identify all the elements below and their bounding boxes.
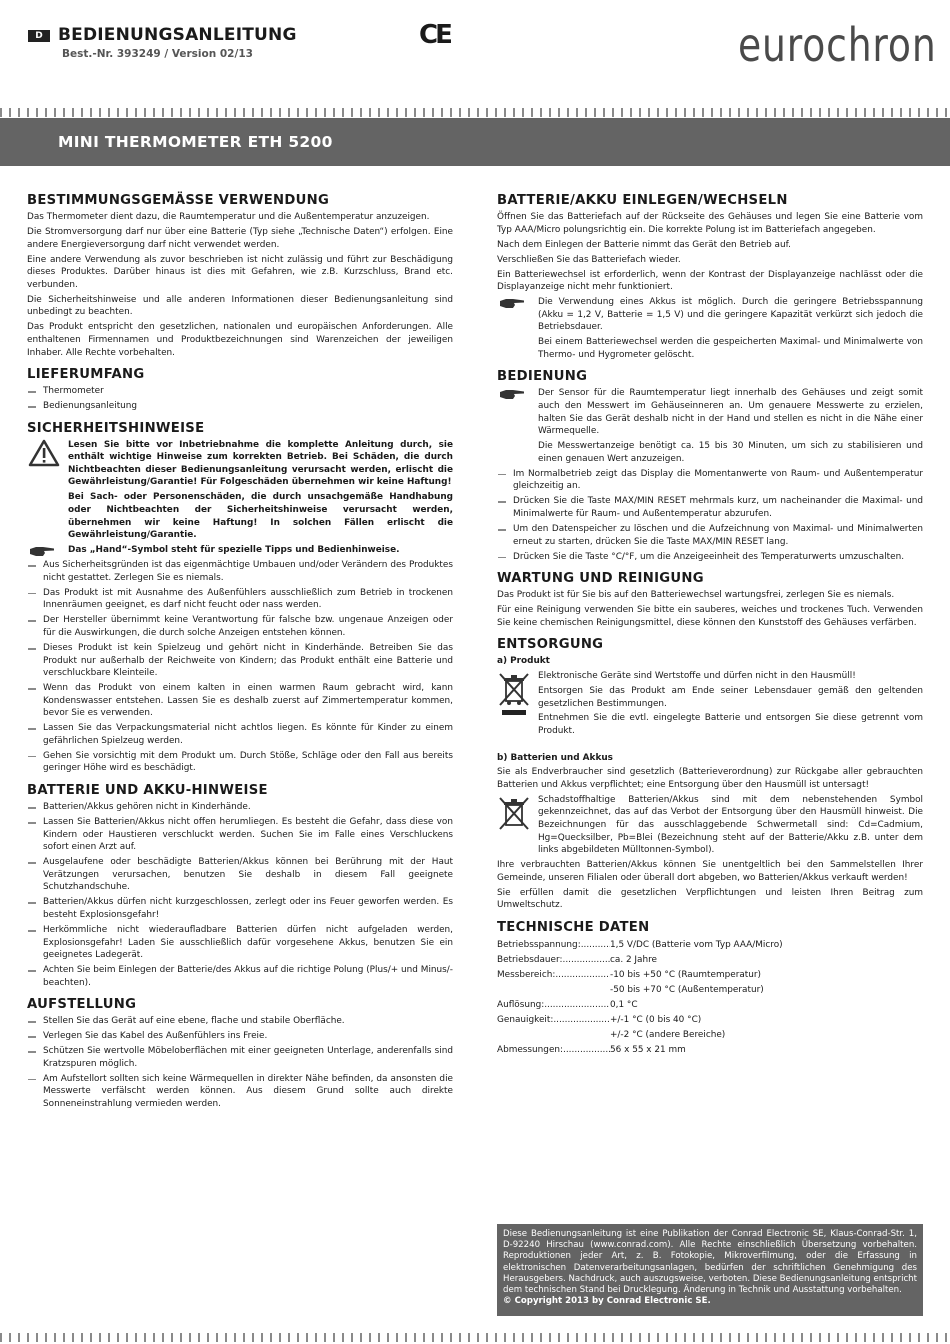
battery-list: [27, 801, 453, 989]
list-item: Thermometer: [27, 385, 453, 398]
imprint-box: [497, 1224, 923, 1316]
paragraph: Öffnen Sie das Batteriefach auf der Rückseite des Gehäuses und legen Sie eine Batterie vom Typ AAA/Micro polungsrichtig ein. Die korrekte Polung ist im Batteriefach angegeben.: [497, 212, 923, 235]
imprint-text: Diese Bedienungsanleitung ist eine Publikation der Conrad Electronic SE, Klaus-Conrad-Str. 1, D-92240 Hirschau (www.conrad.com). Alle Rechte einschließlich Übersetzung vorbehalten. Reproduktionen jeder Art, z. B. Fotokopie, Mikroverfilmung, oder die Erfassung in elektronischen Datenverarbeitungsanlagen, bedürfen der schriftlichen Genehmigung des Herausgebers. Nachdruck, auch auszugsweise, verboten. Diese Bedienungsanleitung entspricht dem technischen Stand bei Drucklegung. Änderung in Technik und Ausstattung vorbehalten.: [503, 1229, 917, 1296]
paragraph: Sie als Endverbraucher sind gesetzlich (Batterieverordnung) zur Rückgabe aller gebrauchten Batterien und Akkus verpflichtet; eine Entsorgung über den Hausmüll ist untersagt!: [497, 767, 923, 790]
section-title: WARTUNG UND REINIGUNG: [497, 571, 704, 587]
list-item: Lassen Sie das Verpackungsmaterial nicht achtlos liegen. Es könnte für Kinder zu einem gefährlichen Spielzeug werden.: [27, 722, 453, 747]
paragraph: Verschließen Sie das Batteriefach wieder.: [497, 254, 681, 265]
tech-row: [497, 983, 923, 998]
warning-triangle-icon: [28, 439, 60, 472]
list-item: Der Hersteller übernimmt keine Verantwortung für falsche bzw. ungenaue Anzeigen oder für die Auswirkungen, die durch solche Anzeigen entstehen können.: [27, 614, 453, 639]
list-item: Lassen Sie Batterien/Akkus nicht offen herumliegen. Es besteht die Gefahr, dass diese von Kindern oder Haustieren verschluckt werden. Suchen Sie im Falle eines Verschluckens sofort einen Arzt auf.: [27, 816, 453, 854]
hand-note: [27, 544, 453, 557]
list-item: Ausgelaufene oder beschädigte Batterien/Akkus können bei Berührung mit der Haut Verätzungen verursachen, benutzen Sie deshalb in diesem Fall geeignete Schutzhandschuhe.: [27, 856, 453, 894]
list-item: Bedienungsanleitung: [27, 400, 453, 413]
section-maintenance: [497, 571, 923, 629]
section-title: SICHERHEITSHINWEISE: [27, 420, 205, 436]
section-safety: [27, 421, 453, 775]
pointing-hand-icon: [498, 387, 526, 406]
section-battery-insert: [497, 193, 923, 361]
pointing-hand-icon: [498, 296, 526, 315]
section-title: BATTERIE/AKKU EINLEGEN/WECHSELN: [497, 193, 788, 208]
warning-note: [27, 439, 453, 542]
list-item: Dieses Produkt ist kein Spielzeug und gehört nicht in Kinderhände. Betreiben Sie das Produkt nur außerhalb der Reichweite von Kindern; das Produkt enthält eine Batterie und verschluckbare Kleinteile.: [27, 642, 453, 680]
tech-row: [497, 1043, 923, 1058]
order-number: Best.-Nr. 393249 / Version 02/13: [62, 48, 253, 60]
note-text: Der Sensor für die Raumtemperatur liegt innerhalb des Gehäuses und zeigt somit auch den Messwert im Gehäuseinneren an. Um genauere Messwerte zu erzielen, halten Sie das Gerät deshalb nicht in der Hand und stellen es nicht in die Nähe einer Wärmequelle.: [538, 388, 923, 437]
weee-note: [497, 670, 923, 738]
paragraph: Nach dem Einlegen der Batterie nimmt das Gerät den Betrieb auf.: [497, 239, 791, 250]
tech-key: Betriebsdauer: .....: [497, 953, 610, 968]
tech-value: +/-2 °C (andere Bereiche): [610, 1029, 726, 1040]
list-item: Um den Datenspeicher zu löschen und die Aufzeichnung von Maximal- und Minimalwerten erneut zu starten, drücken Sie die Taste MAX/MIN RESET lang.: [497, 523, 923, 548]
tech-row: [497, 998, 923, 1013]
list-item: Batterien/Akkus dürfen nicht kurzgeschlossen, zerlegt oder ins Feuer geworfen werden. Es besteht Explosionsgefahr!: [27, 896, 453, 921]
tech-key: Betriebsspannung: .....: [497, 938, 610, 953]
tech-row: [497, 953, 923, 968]
section-title: TECHNISCHE DATEN: [497, 919, 650, 935]
warning-text: Lesen Sie bitte vor Inbetriebnahme die komplette Anleitung durch, sie enthält wichtige Hinweise zum korrekten Betrieb. Bei Schäden, die durch Nichtbeachten dieser Bedienungsanleitung verursacht werden, erlischt die Gewährleistung/Garantie! Für Folgeschäden übernehmen wir keine Haftung!: [68, 439, 453, 488]
operation-list: [497, 468, 923, 563]
list-item: Im Normalbetrieb zeigt das Display die Momentanwerte von Raum- und Außentemperatur gleichzeitig an.: [497, 468, 923, 493]
tech-row: [497, 1013, 923, 1028]
tech-value: -10 bis +50 °C (Raumtemperatur): [610, 969, 761, 980]
section-operation: [497, 369, 923, 563]
section-title: AUFSTELLUNG: [27, 997, 137, 1013]
section-title: BATTERIE UND AKKU-HINWEISE: [27, 783, 268, 799]
tech-key: Messbereich: .....: [497, 968, 610, 983]
subsection-title: b) Batterien und Akkus: [497, 752, 613, 763]
section-title: ENTSORGUNG: [497, 637, 604, 653]
paragraph: Für eine Reinigung verwenden Sie bitte ein sauberes, weiches und trockenes Tuch. Verwenden Sie keine chemischen Reinigungsmittel, diese können den Kunststoff des Gehäuses verfärben.: [497, 605, 923, 628]
list-item: Am Aufstellort sollten sich keine Wärmequellen in direkter Nähe befinden, da ansonsten die Messwerte verfälscht werden können. Aus diesem Grund sollte auch direkte Sonneneinstrahlung vermieden werden.: [27, 1073, 453, 1111]
paragraph: Eine andere Verwendung als zuvor beschrieben ist nicht zulässig und führt zur Beschädigung dieses Produktes. Darüber hinaus ist dies mit Gefahren, wie z.B. Kurzschluss, Brand etc. verbunden.: [27, 254, 453, 290]
tech-row: [497, 1028, 923, 1043]
bottom-tick-strip: [0, 1333, 950, 1342]
paragraph: Die Stromversorgung darf nur über eine Batterie (Typ siehe „Technische Daten“) erfolgen. Eine andere Energieversorgung darf nicht verwendet werden.: [27, 226, 453, 250]
tech-value: -50 bis +70 °C (Außentemperatur): [610, 984, 764, 995]
note-text: Entsorgen Sie das Produkt am Ende seiner Lebensdauer gemäß den geltenden gesetzlichen Bestimmungen.: [538, 685, 923, 709]
section-title: BEDIENUNG: [497, 369, 588, 385]
paragraph: Das Thermometer dient dazu, die Raumtemperatur und die Außentemperatur anzuzeigen.: [27, 212, 430, 222]
list-item: Das Produkt ist mit Ausnahme des Außenfühlers ausschließlich zum Betrieb in trockenen Innenräumen geeignet, es darf nicht feucht oder nass werden.: [27, 587, 453, 612]
tech-table: [497, 938, 923, 1058]
paragraph: Ein Batteriewechsel ist erforderlich, wenn der Kontrast der Displayanzeige nachlässt oder die Displayanzeige nicht mehr funktioniert.: [497, 269, 923, 293]
crossed-bin-icon: [498, 796, 530, 835]
document-title: BEDIENUNGSANLEITUNG: [58, 25, 297, 45]
tech-key: Auflösung: .....: [497, 998, 610, 1013]
list-item: Herkömmliche nicht wiederaufladbare Batterien dürfen nicht aufgeladen werden, Explosionsgefahr! Laden Sie ausschließlich dafür vorgesehene Akkus, benutzen Sie ein geeignetes Ladegerät.: [27, 924, 453, 962]
setup-list: [27, 1015, 453, 1110]
tech-row: [497, 938, 923, 953]
section-intended-use: [27, 193, 453, 359]
top-tick-strip: [0, 108, 950, 117]
note-text: Die Messwertanzeige benötigt ca. 15 bis 30 Minuten, um sich zu stabilisieren und einen genauen Wert anzuzeigen.: [538, 441, 923, 464]
language-badge: D: [28, 30, 50, 42]
paragraph: Die Sicherheitshinweise und alle anderen Informationen dieser Bedienungsanleitung sind unbedingt zu beachten.: [27, 294, 453, 318]
list-item: Verlegen Sie das Kabel des Außenfühlers ins Freie.: [27, 1030, 453, 1043]
tech-value: ca. 2 Jahre: [610, 954, 658, 965]
hand-note: [497, 387, 923, 465]
crossed-bin-icon: [498, 672, 530, 721]
section-battery-notes: [27, 783, 453, 989]
section-technical-data: [497, 920, 923, 1058]
list-item: Gehen Sie vorsichtig mit dem Produkt um. Durch Stöße, Schläge oder den Fall aus bereits geringer Höhe wird es beschädigt.: [27, 750, 453, 775]
warning-text: Bei Sach- oder Personenschäden, die durch unsachgemäße Handhabung oder Nichtbeachten der Sicherheitshinweise verursacht werden, übernehmen wir keine Haftung! In solchen Fällen erlischt die Gewährleistung/Garantie.: [68, 492, 453, 541]
list-item: Batterien/Akkus gehören nicht in Kinderhände.: [27, 801, 453, 814]
section-setup: [27, 997, 453, 1110]
note-text: Bei einem Batteriewechsel werden die gespeicherten Maximal- und Minimalwerte von Thermo- und Hygrometer gelöscht.: [538, 337, 923, 360]
list-item: Drücken Sie die Taste °C/°F, um die Anzeigeeinheit des Temperaturwerts umzuschalten.: [497, 551, 923, 564]
list-item: Stellen Sie das Gerät auf eine ebene, flache und stabile Oberfläche.: [27, 1015, 453, 1028]
tech-value: 56 x 55 x 21 mm: [610, 1044, 686, 1055]
paragraph: Das Produkt ist für Sie bis auf den Batteriewechsel wartungsfrei, zerlegen Sie es niemals.: [497, 590, 895, 601]
paragraph: Sie erfüllen damit die gesetzlichen Verpflichtungen und leisten Ihren Beitrag zum Umweltschutz.: [497, 887, 923, 911]
note-text: Entnehmen Sie die evtl. eingelegte Batterie und entsorgen Sie diese getrennt vom Produkt.: [538, 713, 923, 737]
paragraph: Ihre verbrauchten Batterien/Akkus können Sie unentgeltlich bei den Sammelstellen Ihrer Gemeinde, unseren Filialen oder überall dort abgeben, wo Batterien/Akkus verkauft werden!: [497, 860, 923, 883]
left-column: [27, 189, 453, 1113]
paragraph: Das Produkt entspricht den gesetzlichen, nationalen und europäischen Anforderungen. Alle enthaltenen Firmennamen und Produktbezeichnungen sind Warenzeichen der jeweiligen Inhaber. Alle Rechte vorbehalten.: [27, 322, 453, 358]
tech-key: Genauigkeit: .....: [497, 1013, 610, 1028]
tech-row: [497, 968, 923, 983]
list-item: Schützen Sie wertvolle Möbeloberflächen mit einer geeigneten Unterlage, anderenfalls sind Kratzspuren möglich.: [27, 1045, 453, 1070]
note-text: Schadstoffhaltige Batterien/Akkus sind mit dem nebenstehenden Symbol gekennzeichnet, das auf das Verbot der Entsorgung über den Hausmüll hinweist. Die Bezeichnungen für das ausschlaggebende Schwermetall sind: Cd=Cadmium, Hg=Quecksilber, Pb=Blei (Bezeichnung steht auf der Batterie/Akku z.B. unter dem links abgebildeten Mülltonnen-Symbol).: [538, 794, 923, 856]
section-title: BESTIMMUNGSGEMÄSSE VERWENDUNG: [27, 193, 330, 208]
product-title: MINI THERMOMETER ETH 5200: [58, 133, 333, 151]
tech-value: 0,1 °C: [610, 999, 638, 1010]
safety-list: [27, 559, 453, 775]
note-text: Elektronische Geräte sind Wertstoffe und dürfen nicht in den Hausmüll!: [538, 670, 856, 681]
section-title: LIEFERUMFANG: [27, 367, 145, 383]
delivery-list: [27, 385, 453, 413]
ce-mark-logo: CE: [419, 20, 450, 50]
list-item: Wenn das Produkt von einem kalten in einen warmen Raum gebracht wird, kann Kondenswasser entstehen. Lassen Sie es deshalb zuerst auf Zimmertemperatur kommen, bevor Sie es verwenden.: [27, 682, 453, 720]
tech-key: Abmessungen: .....: [497, 1043, 610, 1058]
list-item: Aus Sicherheitsgründen ist das eigenmächtige Umbauen und/oder Verändern des Produktes nicht gestattet. Zerlegen Sie es niemals.: [27, 559, 453, 584]
list-item: Drücken Sie die Taste MAX/MIN RESET mehrmals kurz, um nacheinander die Maximal- und Minimalwerte für Raum- und Außentemperatur abzurufen.: [497, 495, 923, 520]
battery-bin-note: [497, 794, 923, 857]
hand-note: [497, 296, 923, 361]
right-column: [497, 189, 923, 1058]
hand-note-text: Das „Hand“-Symbol steht für spezielle Tipps und Bedienhinweise.: [68, 545, 400, 556]
brand-logo: eurochron: [738, 18, 937, 72]
section-disposal: [497, 637, 923, 912]
list-item: Achten Sie beim Einlegen der Batterie/des Akkus auf die richtige Polung (Plus/+ und Minus/- beachten).: [27, 964, 453, 989]
tech-value: 1,5 V/DC (Batterie vom Typ AAA/Micro): [610, 939, 783, 950]
subsection-title: a) Produkt: [497, 656, 550, 667]
note-text: Die Verwendung eines Akkus ist möglich. Durch die geringere Betriebsspannung (Akku = 1,2 V, Batterie = 1,5 V) und die geringere Kapazität verkürzt sich jedoch die Betriebsdauer.: [538, 297, 923, 333]
copyright-text: © Copyright 2013 by Conrad Electronic SE.: [503, 1296, 711, 1307]
section-scope-of-delivery: [27, 367, 453, 413]
tech-value: +/-1 °C (0 bis 40 °C): [610, 1014, 702, 1025]
